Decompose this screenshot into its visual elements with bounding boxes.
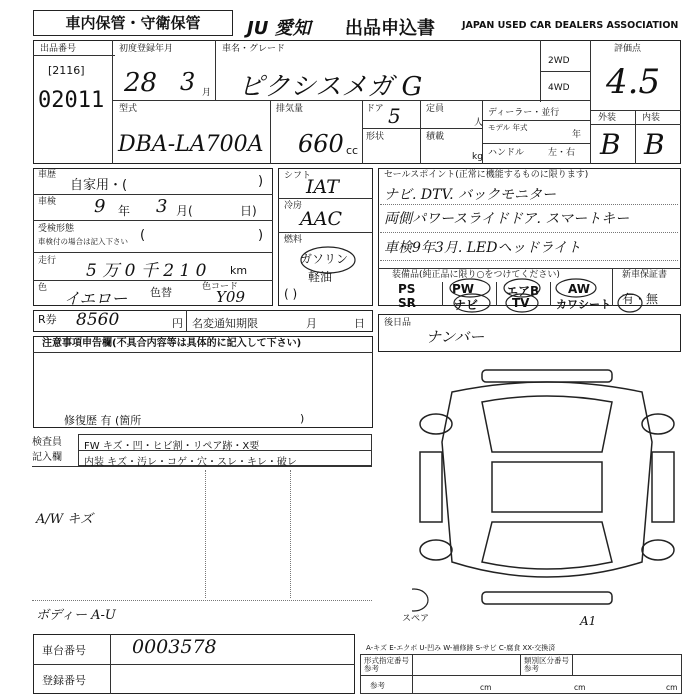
interior-label: 内装 — [642, 113, 661, 123]
ticket-value: 8560 — [76, 310, 120, 330]
doors-value: 5 — [388, 104, 401, 128]
cm-unit-2: cm — [574, 683, 586, 692]
equip-ps: PS — [398, 282, 416, 296]
inspector-row-1: FW キズ・凹・ヒビ割・リペア跡・X要 — [84, 441, 260, 452]
load-label: 積載 — [426, 132, 445, 142]
category-label: 類別区分番号 参考 — [524, 656, 569, 673]
yen-unit: 円 — [172, 317, 183, 330]
dealer-label: ディーラー・並行 — [488, 108, 560, 118]
handle-options: 左・右 — [548, 148, 576, 158]
first-registration-label: 初度登録年月 — [119, 44, 174, 54]
handle-label: ハンドル — [488, 148, 525, 158]
lot-number: 02011 — [38, 88, 105, 113]
equip-leather-seat: カワシート — [556, 298, 611, 311]
shape-label: 形状 — [366, 132, 385, 142]
inspection-day-unit: 日) — [240, 204, 257, 218]
inspection-year: 9 — [94, 196, 106, 217]
kg-unit: kg — [472, 152, 483, 162]
color-label: 色 — [38, 283, 48, 293]
after-goods-label: 後日品 — [384, 318, 412, 328]
shift-value: IAT — [306, 176, 339, 198]
inspector-label-2: 記入欄 — [32, 452, 62, 463]
received-sub: 車検付の場合は記入下さい — [38, 237, 128, 246]
sales-point-label: セールスポイント(正常に機能するものに限ります) — [384, 170, 589, 180]
inspection-year-unit: 年 — [118, 204, 131, 218]
mileage-label: 走行 — [38, 256, 57, 266]
notes-label: 注意事項申告欄(不具合内容等は具体的に記入して下さい) — [42, 338, 302, 349]
transfer-label: 名変通知期限 — [192, 317, 258, 330]
equip-airbag: エアB — [506, 284, 540, 298]
repair-close: ) — [300, 412, 305, 425]
registration-label: 登録番号 — [42, 674, 86, 687]
warranty-label: 新車保証書 — [622, 270, 668, 280]
sales-line-2: 両側パワースライドドア. スマートキー — [384, 211, 630, 227]
km-unit: km — [230, 264, 248, 277]
certificate-label: 形式指定番号 参考 — [364, 656, 409, 673]
fuel-diesel: 軽油 — [308, 270, 333, 284]
grade-label: 評価点 — [614, 44, 642, 54]
inspector-label-1: 検査員 — [32, 437, 62, 448]
year-unit: 年 — [572, 130, 582, 140]
inspection-label: 車検 — [38, 197, 57, 207]
inspector-note-body: ボディー A-U — [36, 608, 116, 623]
equip-pw: PW — [452, 282, 475, 296]
fuel-gasoline: ガソリン — [300, 252, 349, 266]
repair-history: 修復歴 有 (箇所 — [64, 414, 142, 427]
color-code-label: 色コード — [202, 282, 239, 292]
lot-sub-number: [2116] — [48, 64, 85, 77]
shift-label: シフト — [284, 171, 312, 181]
inspector-row-2: 内装 キズ・汚レ・コゲ・穴・スレ・キレ・破レ — [84, 457, 297, 468]
chassis-value: 0003578 — [132, 636, 217, 658]
damage-legend: A-キズ E-エクボ U-凹み W-補修跡 S-サビ C-腐食 XX-交換済 — [366, 644, 556, 652]
transfer-day: 日 — [354, 317, 365, 330]
displacement-label: 排気量 — [276, 104, 304, 114]
first-registration-month: 3 — [180, 68, 196, 96]
cm-unit-3: cm — [666, 683, 678, 692]
capacity-label: 定員 — [426, 104, 445, 114]
repaint-label: 色替 — [150, 286, 172, 299]
month-unit: 月 — [202, 88, 212, 98]
fuel-other: ( ) — [284, 287, 298, 301]
displacement-value: 660 — [298, 130, 344, 158]
equip-tv: TV — [512, 296, 530, 310]
equip-navi: ナビ — [454, 298, 479, 312]
received-label: 受検形態 — [38, 224, 75, 234]
inspection-month-unit: 月( — [176, 204, 193, 218]
inspection-month: 3 — [156, 196, 168, 217]
ac-label: 冷房 — [284, 201, 303, 211]
equip-circles — [430, 276, 670, 316]
after-goods-block — [378, 314, 681, 352]
person-unit: 人 — [474, 118, 484, 128]
a1-label: A1 — [580, 614, 597, 628]
cc-unit: cc — [346, 144, 359, 157]
fuel-circle — [298, 244, 358, 280]
history-close: ) — [258, 174, 264, 189]
exterior-label: 外装 — [598, 113, 617, 123]
drive-4wd: 4WD — [548, 83, 570, 93]
fuel-label: 燃料 — [284, 235, 303, 245]
car-name-grade: ピクシスメガ G — [238, 72, 423, 102]
transfer-month: 月 — [306, 317, 317, 330]
received-paren-close: ) — [258, 228, 264, 243]
history-value: 自家用・( — [70, 178, 128, 193]
car-name-label: 車名・グレード — [222, 44, 286, 54]
storage-title: 車内保管・守衛保管 — [33, 10, 233, 36]
ticket-label: R券 — [38, 313, 57, 326]
model-year-label: モデル 年式 — [488, 123, 528, 132]
dims-label: 参考 — [370, 681, 385, 690]
lot-number-label: 出品番号 — [40, 44, 77, 54]
spare-label: スペア — [402, 614, 430, 624]
exterior-grade: B — [600, 128, 621, 161]
chassis-label: 車台番号 — [42, 644, 86, 657]
color-value: イエロー — [64, 289, 128, 308]
inspector-note-aw: A/W キズ — [36, 512, 94, 527]
cm-unit-1: cm — [480, 683, 492, 692]
sales-line-1: ナビ. DTV. バックモニター — [384, 187, 557, 203]
ju-aichi-logo: JU 愛知 — [247, 18, 311, 39]
model-value: DBA-LA700A — [118, 132, 264, 157]
mileage-value: 5 万 0 千 2 1 0 — [86, 261, 207, 281]
doors-label: ドア — [366, 104, 384, 114]
warranty-options: 有・無 — [622, 292, 659, 306]
equip-sr: SR — [398, 296, 416, 310]
interior-grade: B — [644, 128, 665, 161]
equip-aw: AW — [568, 282, 590, 296]
grade-value: 4.5 — [606, 62, 661, 102]
association-name: JAPAN USED CAR DEALERS ASSOCIATION — [462, 20, 679, 31]
equipment-label: 装備品(純正品に限り○をつけてください) — [392, 270, 560, 280]
history-label: 車歴 — [38, 170, 57, 180]
drive-2wd: 2WD — [548, 56, 570, 66]
after-goods-value: ナンバー — [426, 328, 485, 346]
received-paren-open: ( — [140, 228, 146, 243]
form-title: 出品申込書 — [345, 18, 435, 39]
car-damage-diagram — [412, 362, 682, 622]
ac-value: AAC — [300, 208, 342, 230]
sales-line-3: 車検9年3月. LEDヘッドライト — [384, 240, 582, 256]
model-label: 型式 — [119, 104, 138, 114]
color-code-value: Y09 — [216, 288, 245, 306]
first-registration-year: 28 — [124, 68, 158, 98]
